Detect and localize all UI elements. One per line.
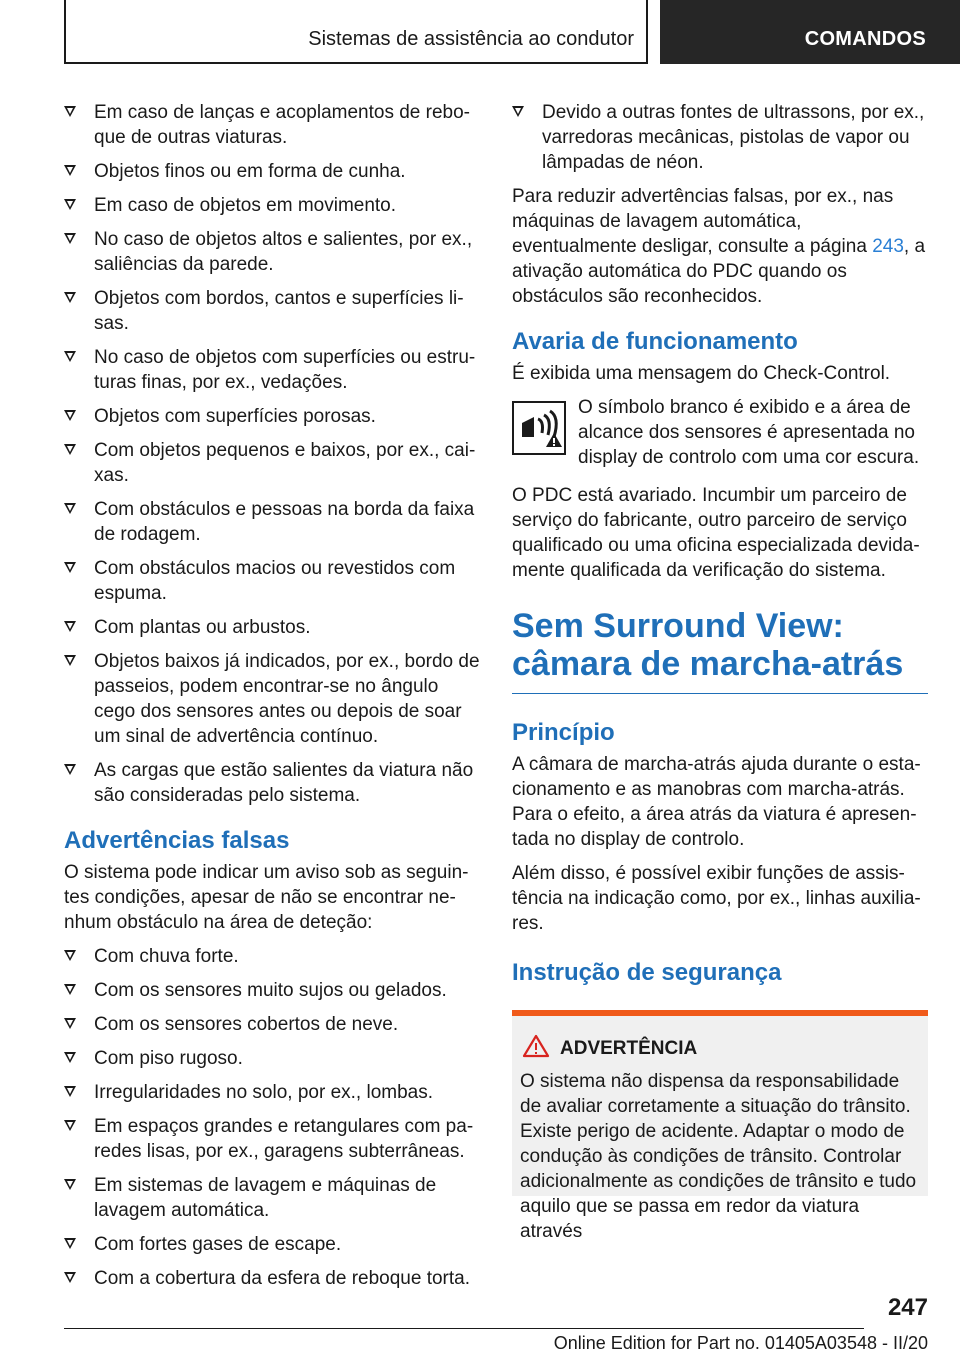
section-heading: Sem Surround View: câmara de marcha-atrás (512, 607, 928, 694)
warning-text: O sistema não dispensa da responsabilidade de avaliar corretamente a situação do trânsito. Existe perigo de acidente. Adaptar o modo de condução às condições de trânsito. Controlar adicionalmente as condições de trânsito e tudo aquilo que se passa em redor da viatura através (520, 1071, 917, 1242)
footer-edition: Online Edition for Part no. 01405A03548 - II/20 (553, 1333, 928, 1353)
list-item (64, 1232, 480, 1257)
list-item-text: Com obstáculos macios ou revestidos com espuma. (94, 558, 456, 604)
list-item (64, 1012, 480, 1037)
list-item (64, 1173, 480, 1223)
list-item (64, 556, 480, 606)
triangle-bullet-icon (64, 562, 76, 573)
list-item (64, 1046, 480, 1071)
list-item-text: Em caso de lanças e acoplamentos de reboque de outras viaturas. (94, 102, 470, 148)
triangle-bullet-icon (64, 1238, 76, 1249)
list-item-text: Com os sensores muito sujos ou gelados. (94, 980, 447, 1001)
list-item-text: Objetos com bordos, cantos e superfícies lisas. (94, 288, 464, 334)
warning-box (512, 1010, 928, 1242)
list-item (64, 404, 480, 429)
triangle-bullet-icon (64, 410, 76, 421)
list-item (64, 758, 480, 808)
reduce-false-warnings-text: Para reduzir advertências falsas, por ex., nas máquinas de lavagem automática, eventualmente desligar, consulte a página 243, a ativação automática do PDC quando os obstáculos são reconhecidos. (512, 186, 926, 307)
list-item (64, 159, 480, 184)
list-item (64, 649, 480, 749)
list-item-text: As cargas que estão salientes da viatura não são consideradas pelo sistema. (94, 760, 474, 806)
triangle-bullet-icon (64, 1018, 76, 1029)
triangle-bullet-icon (64, 1086, 76, 1097)
false-warnings-heading: Advertências falsas (64, 827, 290, 854)
list-item-text: Com os sensores cobertos de neve. (94, 1014, 399, 1035)
triangle-bullet-icon (64, 233, 76, 244)
triangle-bullet-icon (64, 950, 76, 961)
triangle-bullet-icon (64, 655, 76, 666)
triangle-bullet-icon (64, 106, 76, 117)
malfunction-symbol-row (512, 395, 928, 471)
warning-title: ADVERTÊNCIA (560, 1036, 920, 1061)
header-chapter-box (660, 0, 960, 64)
list-item-text: Com a cobertura da esfera de reboque torta. (94, 1268, 471, 1289)
list-item-text: Com plantas ou arbustos. (94, 617, 311, 638)
page-number: 247 (887, 1294, 928, 1321)
list-item-text: Com piso rugoso. (94, 1048, 243, 1069)
malfunction-heading: Avaria de funcionamento (512, 328, 798, 355)
triangle-bullet-icon (64, 165, 76, 176)
list-item-text: Com fortes gases de escape. (94, 1234, 342, 1255)
list-item (64, 1114, 480, 1164)
bullet-list-limits (64, 100, 480, 808)
page-reference-link[interactable]: 243 (872, 236, 904, 257)
header-section-title: Sistemas de assistência ao condutor (308, 28, 634, 50)
list-item-text: Em sistemas de lavagem e máquinas de lavagem automática. (94, 1175, 437, 1221)
list-item-text: Irregularidades no solo, por ex., lombas. (94, 1082, 434, 1103)
malfunction-message: É exibida uma mensagem do Check-Control. (512, 363, 891, 384)
list-item (64, 1080, 480, 1105)
pdc-fault-icon (512, 401, 566, 455)
list-item-text: Objetos baixos já indicados, por ex., bordo de passeios, podem encontrar-se no ângulo cego dos sensores antes ou depois de soar um sinal de advertência contínuo. (94, 651, 480, 747)
triangle-bullet-icon (64, 1272, 76, 1283)
list-item (64, 497, 480, 547)
false-warnings-intro: O sistema pode indicar um aviso sob as seguintes condições, apesar de não se encontrar nenhum obstáculo na área de deteção: (64, 862, 469, 933)
footer-divider (64, 1328, 864, 1329)
left-column (64, 100, 480, 1300)
list-item-text: Com objetos pequenos e baixos, por ex., caixas. (94, 440, 476, 486)
triangle-bullet-icon (64, 199, 76, 210)
list-item-text: No caso de objetos com superfícies ou estruturas finas, por ex., vedações. (94, 347, 476, 393)
malfunction-service-text: O PDC está avariado. Incumbir um parceiro de serviço do fabricante, outro parceiro de serviço qualificado ou uma oficina especializada devidamente qualificada da verificação do sistema. (512, 485, 920, 581)
list-item-text: Em caso de objetos em movimento. (94, 195, 397, 216)
principle-heading: Princípio (512, 719, 615, 746)
list-item-text: Em espaços grandes e retangulares com paredes lisas, por ex., garagens subterrâneas. (94, 1116, 474, 1162)
malfunction-symbol-text: O símbolo branco é exibido e a área de alcance dos sensores é apresentada no display de controlo com uma cor escura. (578, 397, 920, 468)
header-section-box (64, 0, 648, 64)
triangle-bullet-icon (64, 984, 76, 995)
list-item (64, 286, 480, 336)
list-item (64, 615, 480, 640)
triangle-bullet-icon (64, 1052, 76, 1063)
triangle-bullet-icon (64, 292, 76, 303)
list-item-text: Com chuva forte. (94, 946, 239, 967)
triangle-bullet-icon (64, 503, 76, 514)
list-item-text: No caso de objetos altos e salientes, por ex., saliências da parede. (94, 229, 473, 275)
list-item-text: Com obstáculos e pessoas na borda da faixa de rodagem. (94, 499, 475, 545)
right-column (512, 100, 928, 1242)
bullet-list-false-warnings (64, 944, 480, 1291)
warning-triangle-icon (522, 1034, 550, 1058)
triangle-bullet-icon (64, 764, 76, 775)
principle-paragraph-2: Além disso, é possível exibir funções de assistência na indicação como, por ex., linhas auxiliares. (512, 863, 921, 934)
list-item (64, 193, 480, 218)
list-item (64, 227, 480, 277)
triangle-bullet-icon (64, 621, 76, 632)
list-item (64, 944, 480, 969)
triangle-bullet-icon (64, 1120, 76, 1131)
list-item: Devido a outras fontes de ultrassons, por ex., varredoras mecânicas, pistolas de vapor ou lâmpadas de néon. (512, 100, 928, 175)
list-item-text: Objetos com superfícies porosas. (94, 406, 376, 427)
principle-paragraph-1: A câmara de marcha-atrás ajuda durante o estacionamento e as manobras com marcha-atrás. Para o efeito, a área atrás da viatura é apresentada no display de controlo. (512, 754, 921, 850)
triangle-bullet-icon (64, 351, 76, 362)
list-item (64, 345, 480, 395)
header-chapter-title: COMANDOS (804, 28, 926, 50)
list-item-text: Objetos finos ou em forma de cunha. (94, 161, 406, 182)
bullet-list-continued (512, 100, 928, 175)
safety-heading: Instrução de segurança (512, 959, 782, 986)
list-item (64, 438, 480, 488)
triangle-bullet-icon (64, 1179, 76, 1190)
list-item (64, 978, 480, 1003)
list-item (64, 1266, 480, 1291)
triangle-bullet-icon (512, 106, 524, 117)
list-item (64, 100, 480, 150)
triangle-bullet-icon (64, 444, 76, 455)
